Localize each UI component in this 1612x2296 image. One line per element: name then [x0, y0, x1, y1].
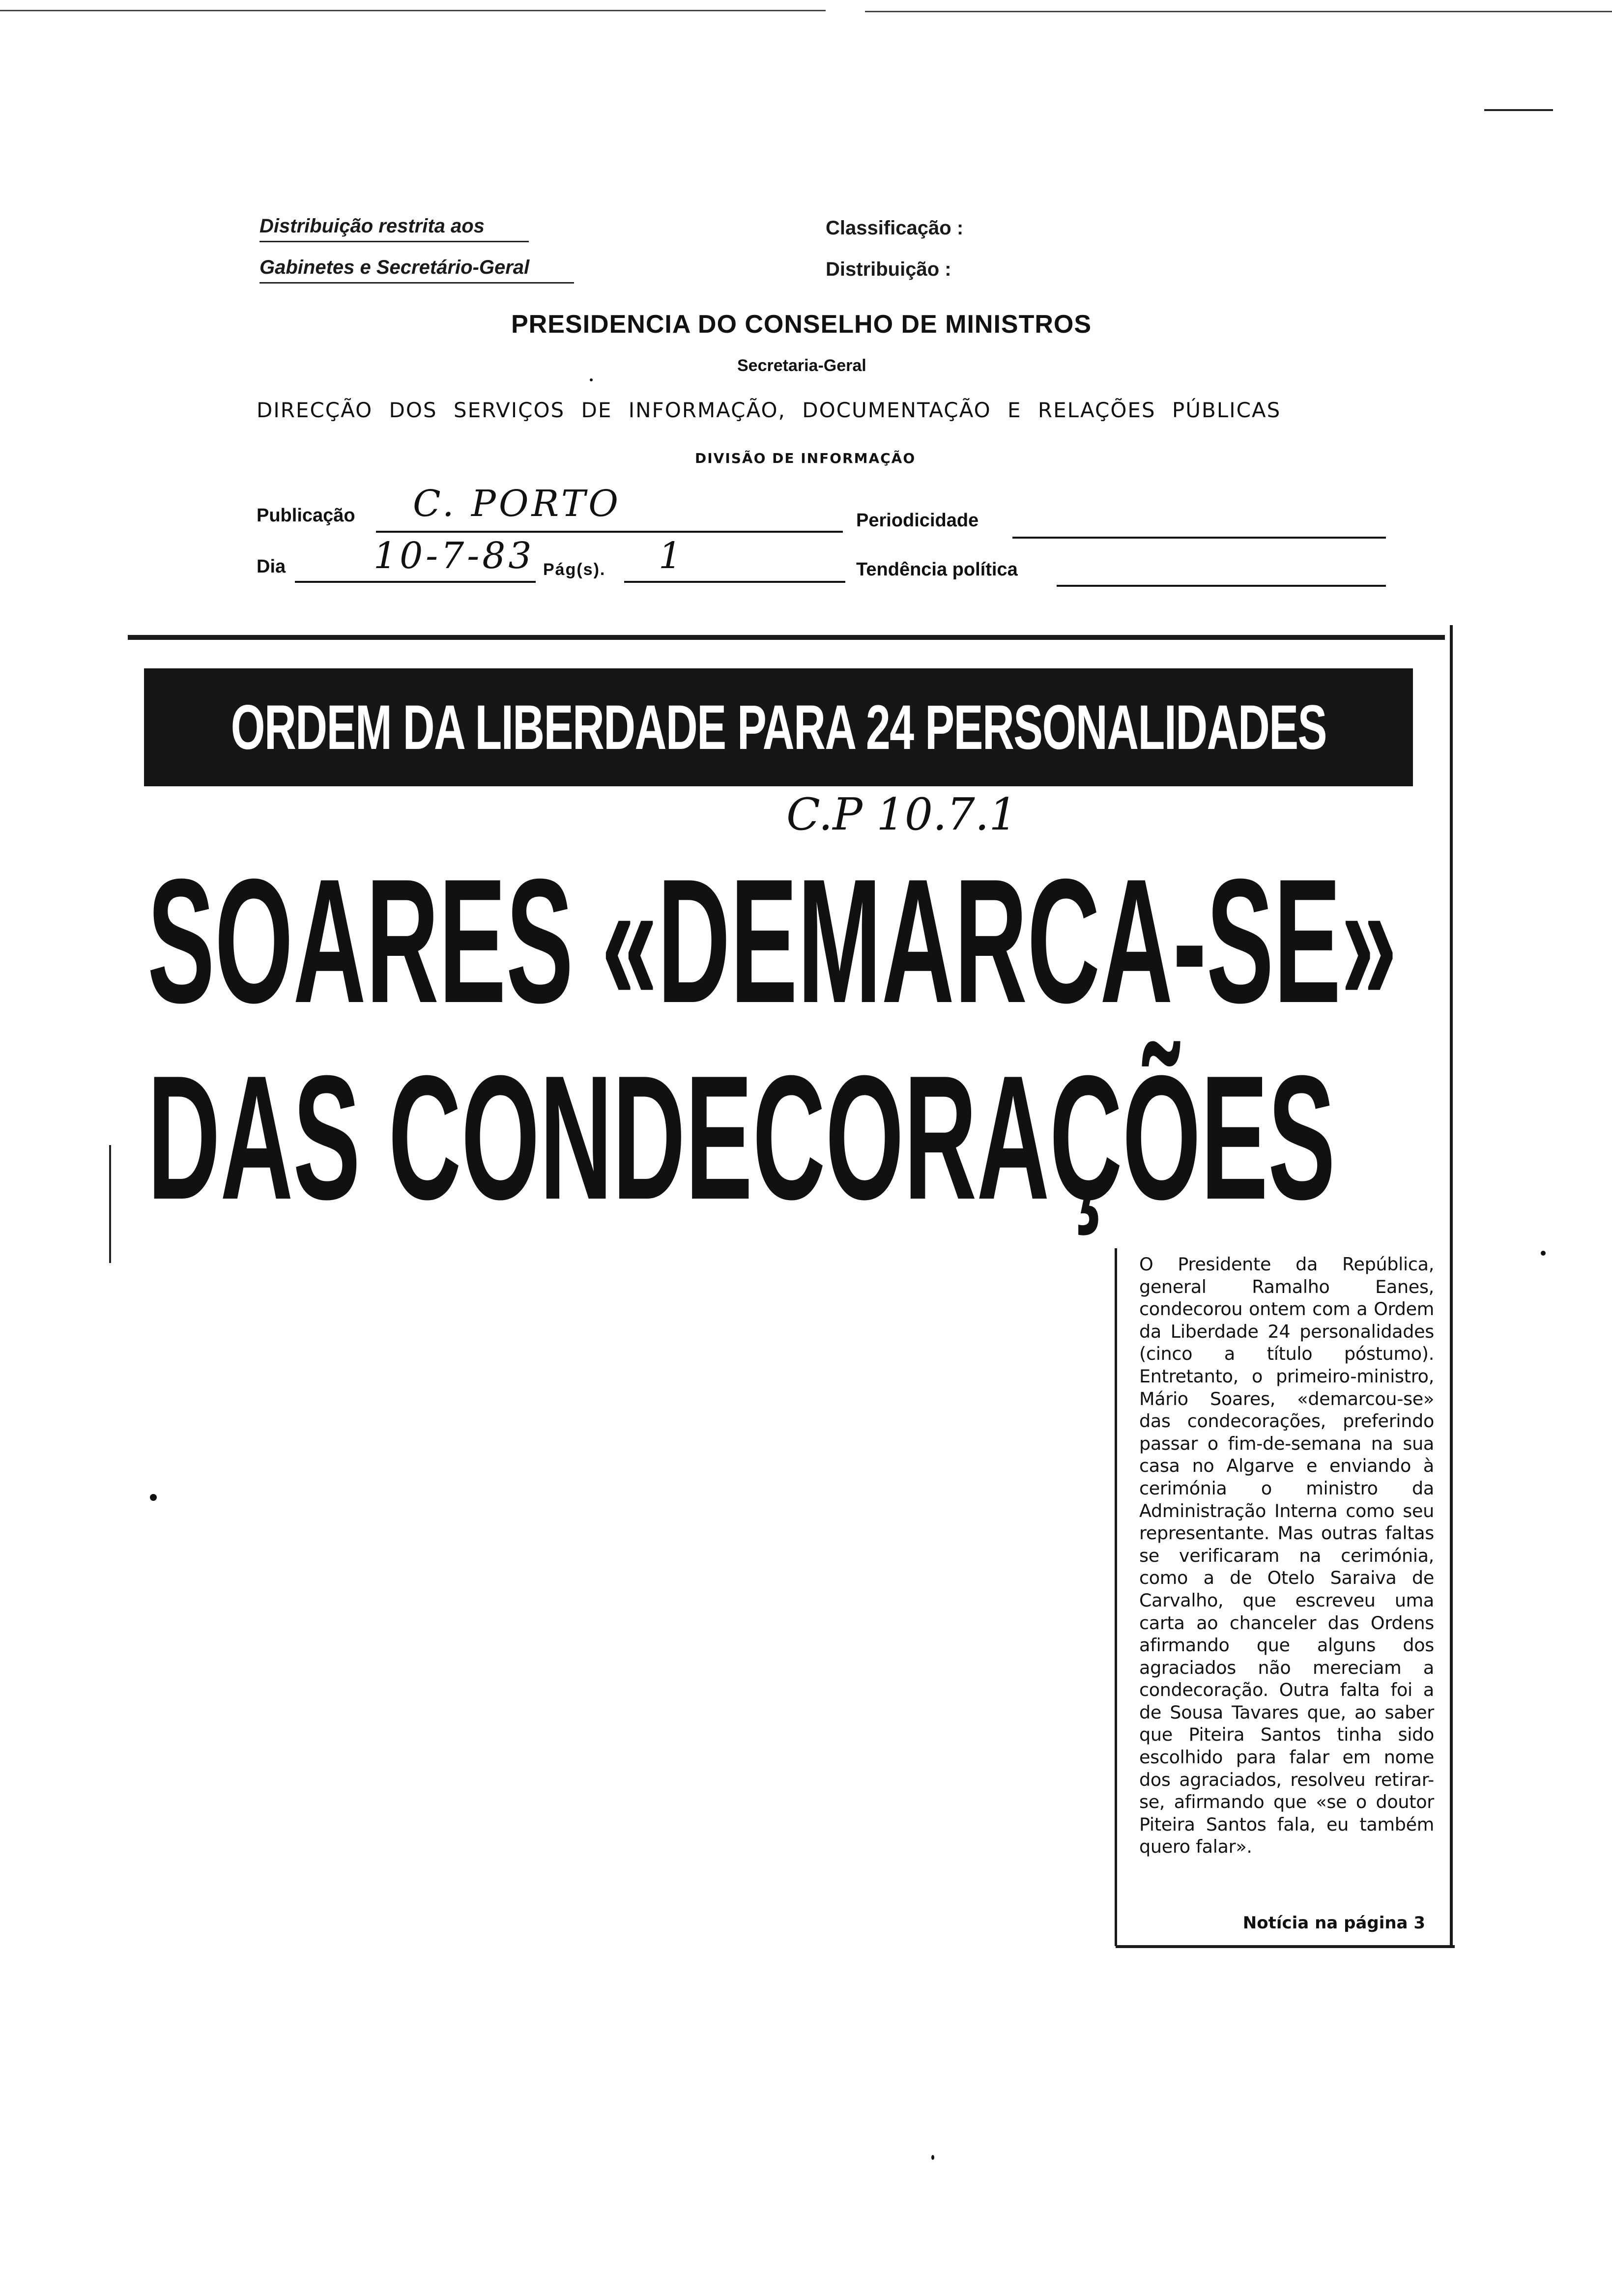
scan-speck	[931, 2155, 934, 2160]
distribuicao-label: Distribuição :	[826, 258, 951, 280]
restriction-underline	[259, 241, 529, 242]
tendencia-label: Tendência política	[856, 559, 1018, 580]
classificacao-label: Classificação :	[826, 217, 964, 239]
kicker-banner	[144, 668, 1413, 786]
restriction-note-line2: Gabinetes e Secretário-Geral	[259, 257, 530, 278]
pags-value: 1	[659, 535, 685, 577]
pags-line	[624, 581, 845, 583]
restriction-note-line1: Distribuição restrita aos	[259, 215, 485, 237]
periodicidade-label: Periodicidade	[856, 510, 979, 531]
clipping-top-border	[128, 635, 1445, 640]
scan-mark	[1484, 109, 1553, 111]
clipping-left-mark	[109, 1145, 111, 1263]
restriction-underline	[259, 282, 574, 284]
scan-edge-line	[865, 11, 1612, 12]
clipping-bottom-border	[1116, 1945, 1455, 1948]
publicacao-line	[376, 531, 843, 533]
secretaria-geral: Secretaria-Geral	[737, 356, 866, 375]
headline-line2: DAS CONDECORAÇÕES	[147, 1039, 1336, 1236]
pags-label: Pág(s).	[543, 560, 606, 579]
direccao-title: DIRECÇÃO DOS SERVIÇOS DE INFORMAÇÃO, DOCUMENTAÇÃO E RELAÇÕES PÚBLICAS	[257, 398, 1281, 422]
kicker-text: ORDEM DA LIBERDADE PARA 24 PERSONALIDADES	[230, 692, 1326, 763]
dia-label: Dia	[257, 556, 286, 577]
dia-line	[295, 581, 536, 583]
handwritten-annotation: C.P 10.7.1	[786, 789, 1017, 840]
headline-line1: SOARES «DEMARCA-SE»	[147, 842, 1397, 1040]
clipping-right-border	[1450, 625, 1453, 1947]
continued-reference: Notícia na página 3	[1242, 1913, 1425, 1933]
publicacao-value: C. PORTO	[413, 483, 621, 525]
presidency-title: PRESIDENCIA DO CONSELHO DE MINISTROS	[511, 310, 1092, 339]
tendencia-line	[1057, 585, 1386, 587]
dia-value: 10-7-83	[374, 535, 535, 577]
scan-speck	[1541, 1251, 1546, 1256]
scan-speck	[590, 378, 593, 381]
scan-speck	[150, 1494, 157, 1501]
periodicidade-line	[1012, 537, 1386, 539]
publicacao-label: Publicação	[257, 505, 355, 526]
lead-box-border	[1115, 1248, 1117, 1946]
divisao-title: DIVISÃO DE INFORMAÇÃO	[695, 450, 916, 466]
lead-paragraph: O Presidente da República, general Ramalho Eanes, condecorou ontem com a Ordem da Liberdade 24 personalidades (cinco a título póstumo). Entretanto, o primeiro-ministro, Mário Soares, «demarcou-se» das condecorações, preferindo passar o fim-de-semana na sua casa no Algarve e enviando à cerimónia o ministro da Administração Interna como seu representante. Mas outras faltas se verificaram na cerimónia, como a de Otelo Saraiva de Carvalho, que escreveu uma carta ao chanceler das Ordens afirmando que alguns dos agraciados não mereciam a condecoração. Outra falta foi a de Sousa Tavares que, ao saber que Piteira Santos tinha sido escolhido para falar em nome dos agraciados, resolveu retirar-se, afirmando que «se o doutor Piteira Santos fala, eu também quero falar».	[1139, 1254, 1434, 1858]
scan-edge-line	[0, 10, 826, 11]
